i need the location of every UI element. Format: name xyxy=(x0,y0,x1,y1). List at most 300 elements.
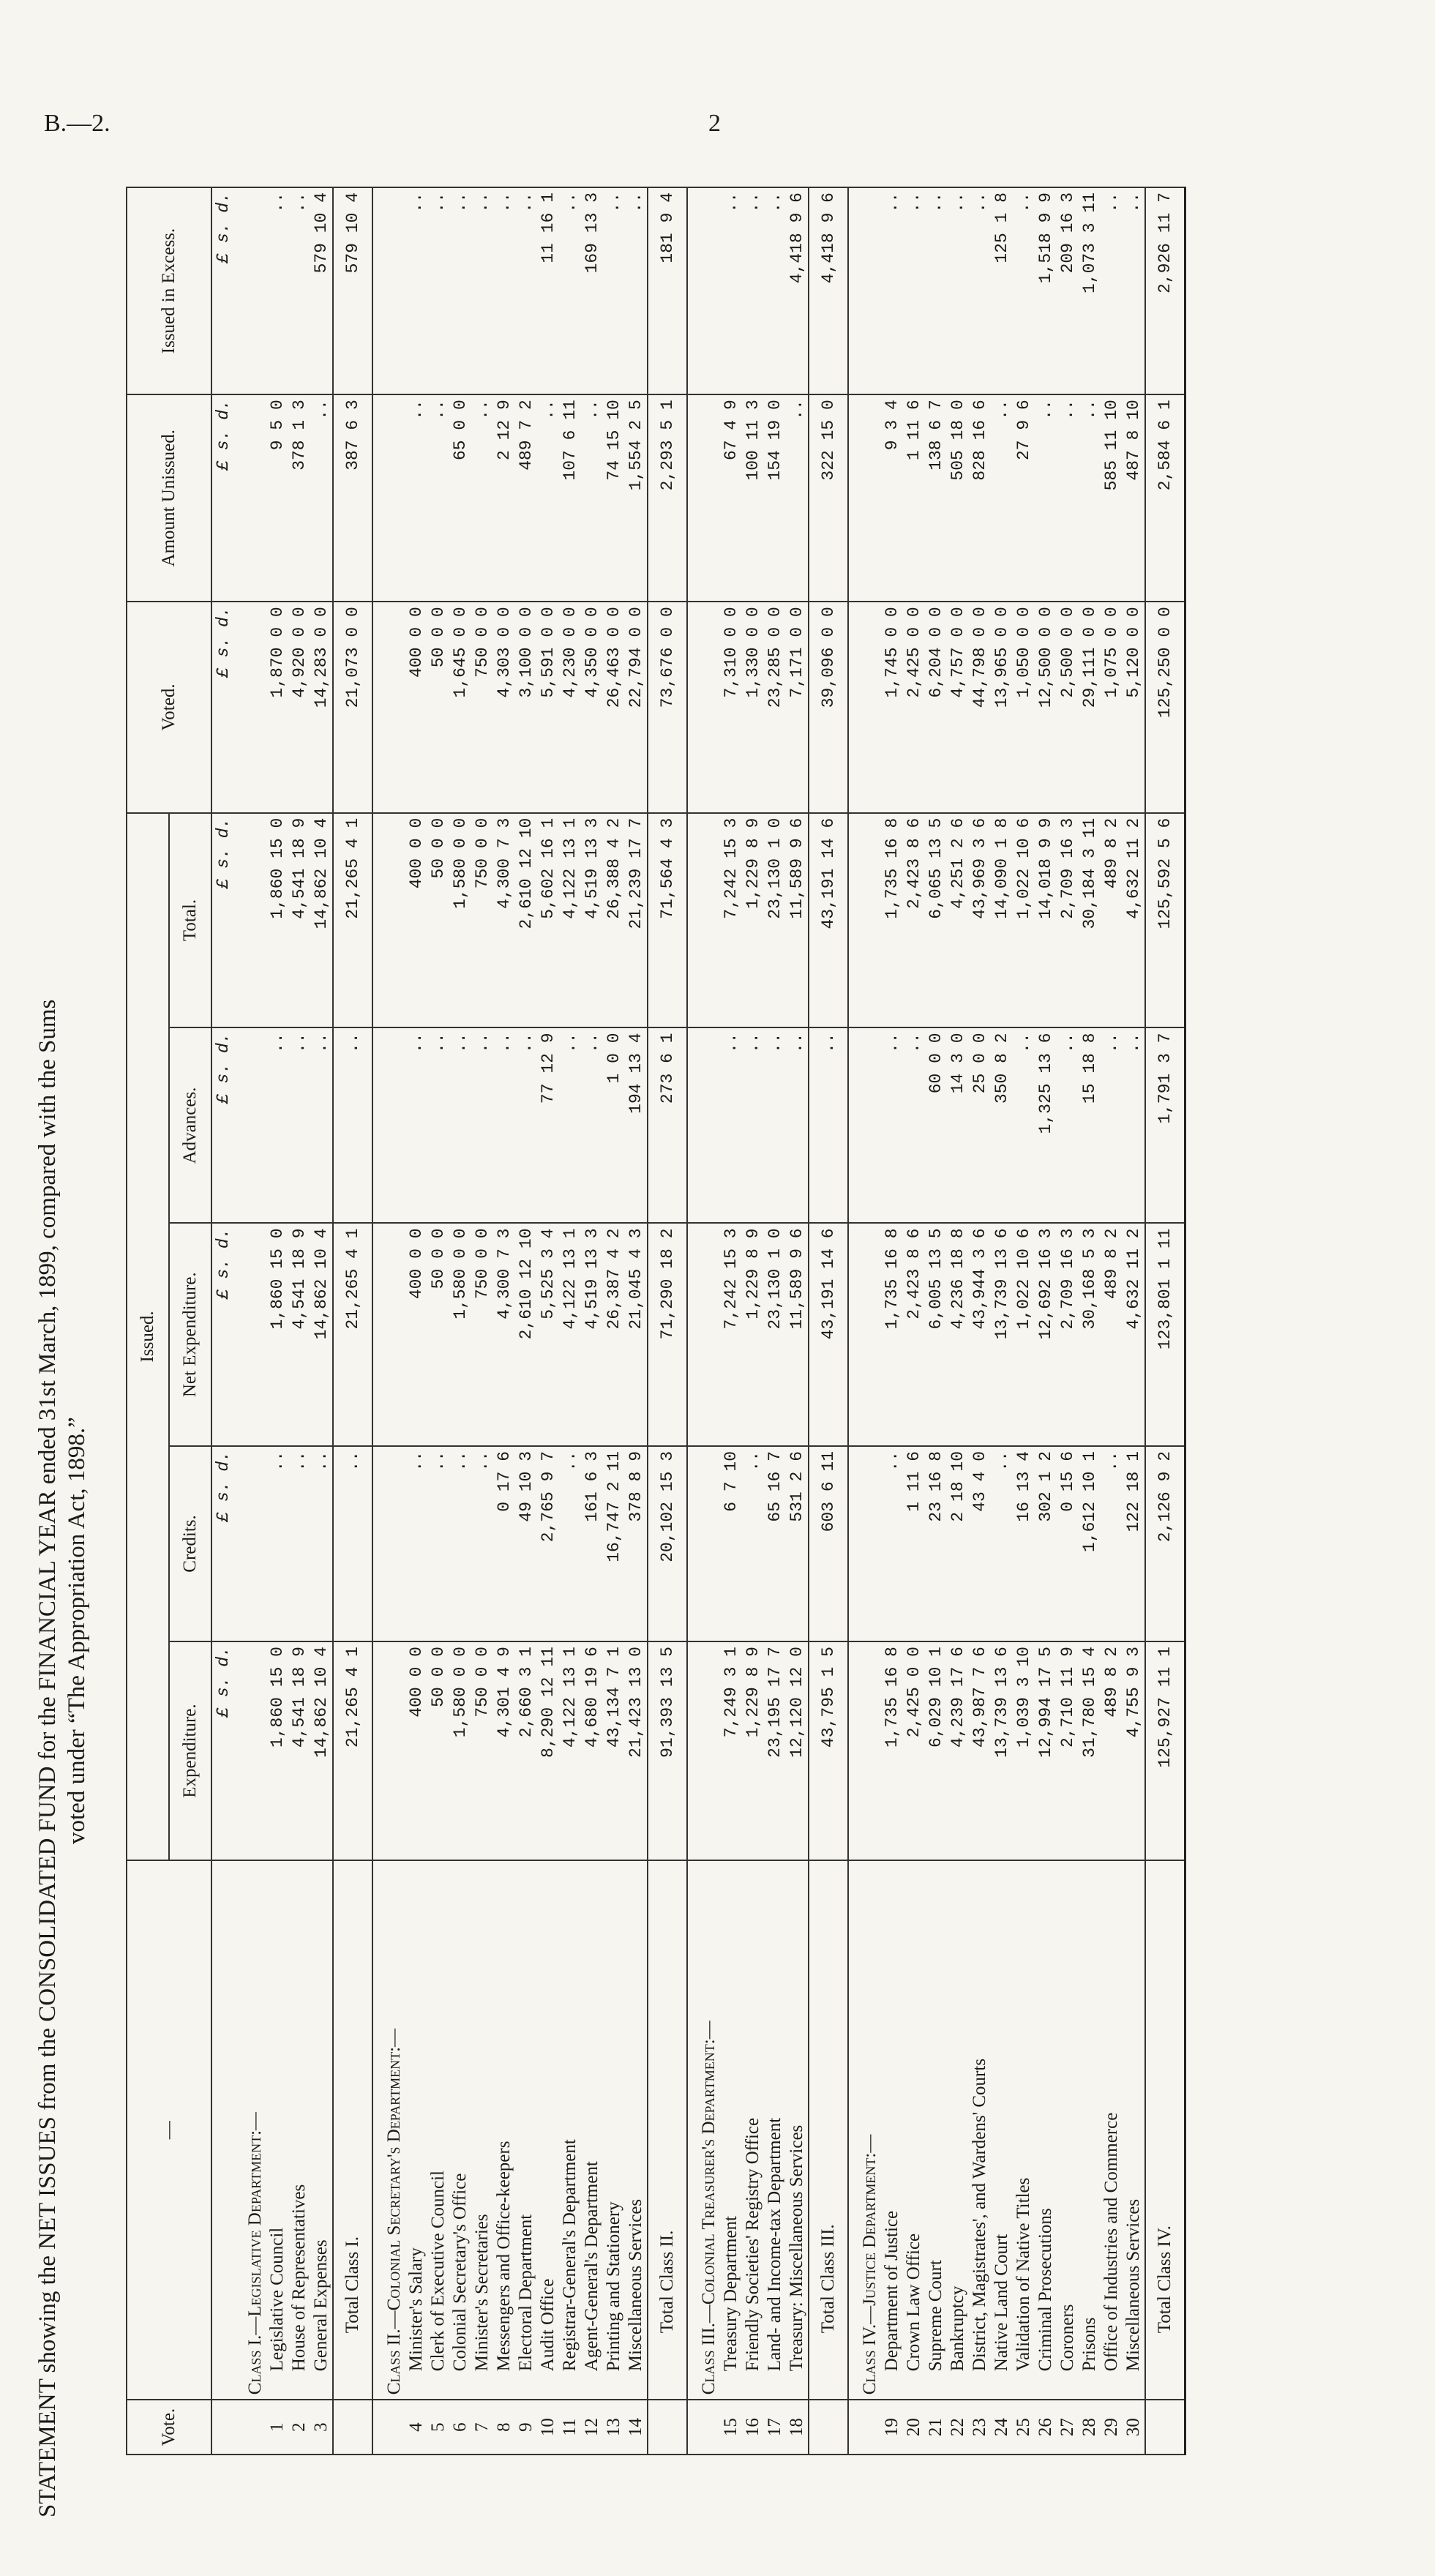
cell-total: 1,022 10 6 xyxy=(1013,813,1035,1028)
cell-excess: .. xyxy=(1123,187,1145,394)
cell-voted: 14,283 0 0 xyxy=(310,602,333,812)
cell-net-expenditure: 750 0 0 xyxy=(471,1224,493,1446)
cell-total: 4,122 13 1 xyxy=(559,813,581,1028)
cell-unissued: .. xyxy=(427,394,449,602)
vote-number: 24 xyxy=(991,2400,1013,2455)
cell-unissued: 489 7 2 xyxy=(515,394,537,602)
class-heading: Class I.—Legislative Department:— xyxy=(234,1860,266,2400)
table-row xyxy=(493,187,515,2455)
cell-total: 750 0 0 xyxy=(471,813,493,1028)
table-row xyxy=(1035,187,1057,2455)
cell-credits: .. xyxy=(266,1446,288,1641)
item-name: Coroners xyxy=(1057,1860,1079,2400)
empty-cell xyxy=(372,813,405,1028)
cell-expenditure: 43,987 7 6 xyxy=(969,1641,991,1860)
table-row xyxy=(969,187,991,2455)
cell-total: 14,862 10 4 xyxy=(310,813,333,1028)
units-voted: £ s. d. xyxy=(211,602,234,812)
empty-cell xyxy=(372,187,405,394)
table-row xyxy=(1101,187,1123,2455)
cell-net-expenditure: 2,610 12 10 xyxy=(515,1224,537,1446)
cell-advances: .. xyxy=(1123,1027,1145,1223)
cell-total: 26,388 4 2 xyxy=(603,813,625,1028)
cell-expenditure: 6,029 10 1 xyxy=(925,1641,947,1860)
cell-excess: .. xyxy=(1013,187,1035,394)
total-credits: 2,126 9 2 xyxy=(1145,1446,1185,1641)
cell-voted: 4,757 0 0 xyxy=(947,602,969,812)
total-label: Total Class III. xyxy=(809,1860,848,2400)
header-voted: Voted. xyxy=(127,602,211,812)
vote-number: 14 xyxy=(625,2400,648,2455)
cell-total: 4,519 13 3 xyxy=(581,813,603,1028)
empty-cell xyxy=(687,813,720,1028)
empty-cell xyxy=(234,602,266,812)
cell-advances: 1 0 0 xyxy=(603,1027,625,1223)
cell-net-expenditure: 50 0 0 xyxy=(427,1224,449,1446)
cell-total: 4,632 11 2 xyxy=(1123,813,1145,1028)
cell-expenditure: 489 8 2 xyxy=(1101,1641,1123,1860)
cell-excess: .. xyxy=(1101,187,1123,394)
cell-advances: 14 3 0 xyxy=(947,1027,969,1223)
cell-expenditure: 12,120 12 0 xyxy=(786,1641,809,1860)
cell-excess: .. xyxy=(288,187,310,394)
vote-cell xyxy=(234,2400,266,2455)
cell-expenditure: 21,423 13 0 xyxy=(625,1641,648,1860)
cell-unissued: 138 6 7 xyxy=(925,394,947,602)
empty-cell xyxy=(687,1446,720,1641)
cell-total: 43,969 3 6 xyxy=(969,813,991,1028)
empty-cell xyxy=(234,1027,266,1223)
cell-total: 4,300 7 3 xyxy=(493,813,515,1028)
vote-number: 22 xyxy=(947,2400,969,2455)
cell-voted: 12,500 0 0 xyxy=(1035,602,1057,812)
total-voted: 39,096 0 0 xyxy=(809,602,848,812)
cell-advances: 15 18 8 xyxy=(1079,1027,1101,1223)
table-row xyxy=(581,187,603,2455)
cell-credits: 43 4 0 xyxy=(969,1446,991,1641)
cell-advances: .. xyxy=(266,1027,288,1223)
empty-cell xyxy=(372,394,405,602)
cell-total: 4,251 2 6 xyxy=(947,813,969,1028)
cell-voted: 2,425 0 0 xyxy=(903,602,925,812)
item-name: Clerk of Executive Council xyxy=(427,1860,449,2400)
header-issued: Issued. xyxy=(127,813,169,1860)
header-vote: Vote. xyxy=(127,2400,211,2455)
cell-total: 23,130 1 0 xyxy=(764,813,786,1028)
cell-net-expenditure: 1,860 15 0 xyxy=(266,1224,288,1446)
total-excess: 4,418 9 6 xyxy=(809,187,848,394)
cell-excess: .. xyxy=(903,187,925,394)
cell-credits: 302 1 2 xyxy=(1035,1446,1057,1641)
class-total-row xyxy=(1145,187,1185,2455)
cell-advances: .. xyxy=(288,1027,310,1223)
cell-net-expenditure: 7,242 15 3 xyxy=(720,1224,742,1446)
vote-number: 26 xyxy=(1035,2400,1057,2455)
cell-advances: .. xyxy=(310,1027,333,1223)
cell-unissued: 828 16 6 xyxy=(969,394,991,602)
cell-total: 5,602 16 1 xyxy=(537,813,559,1028)
cell-advances: .. xyxy=(742,1027,764,1223)
empty-cell xyxy=(234,187,266,394)
table-row xyxy=(559,187,581,2455)
cell-credits: .. xyxy=(881,1446,903,1641)
item-name: Audit Office xyxy=(537,1860,559,2400)
item-name: Legislative Council xyxy=(266,1860,288,2400)
empty-cell xyxy=(234,1641,266,1860)
total-net-expenditure: 71,290 18 2 xyxy=(648,1224,687,1446)
item-name: Friendly Societies' Registry Office xyxy=(742,1860,764,2400)
total-excess: 181 9 4 xyxy=(648,187,687,394)
cell-advances: .. xyxy=(493,1027,515,1223)
cell-voted: 29,111 0 0 xyxy=(1079,602,1101,812)
total-expenditure: 43,795 1 5 xyxy=(809,1641,848,1860)
cell-advances: 194 13 4 xyxy=(625,1027,648,1223)
cell-net-expenditure: 2,423 8 6 xyxy=(903,1224,925,1446)
class-total-row xyxy=(333,187,372,2455)
cell-excess: 125 1 8 xyxy=(991,187,1013,394)
cell-voted: 7,171 0 0 xyxy=(786,602,809,812)
total-label: Total Class II. xyxy=(648,1860,687,2400)
empty-cell xyxy=(848,602,881,812)
item-name: Validation of Native Titles xyxy=(1013,1860,1035,2400)
cell-credits: .. xyxy=(742,1446,764,1641)
cell-credits: 16 13 4 xyxy=(1013,1446,1035,1641)
header-credits: Credits. xyxy=(169,1446,211,1641)
vote-number: 17 xyxy=(764,2400,786,2455)
total-unissued: 2,293 5 1 xyxy=(648,394,687,602)
cell-total: 7,242 15 3 xyxy=(720,813,742,1028)
vote-number: 25 xyxy=(1013,2400,1035,2455)
cell-voted: 5,120 0 0 xyxy=(1123,602,1145,812)
table-row xyxy=(764,187,786,2455)
item-name: Messengers and Office-keepers xyxy=(493,1860,515,2400)
cell-unissued: .. xyxy=(405,394,427,602)
cell-unissued: .. xyxy=(1079,394,1101,602)
cell-unissued: 27 9 6 xyxy=(1013,394,1035,602)
cell-expenditure: 2,425 0 0 xyxy=(903,1641,925,1860)
table-row xyxy=(903,187,925,2455)
units-advances: £ s. d. xyxy=(211,1027,234,1223)
cell-credits: .. xyxy=(405,1446,427,1641)
cell-expenditure: 4,541 18 9 xyxy=(288,1641,310,1860)
header-amount-unissued: Amount Unissued. xyxy=(127,394,211,602)
cell-credits: 6 7 10 xyxy=(720,1446,742,1641)
total-unissued: 387 6 3 xyxy=(333,394,372,602)
appropriation-table xyxy=(126,187,1388,2455)
header-net-expenditure: Net Expenditure. xyxy=(169,1224,211,1446)
cell-expenditure: 400 0 0 xyxy=(405,1641,427,1860)
units-credits: £ s. d. xyxy=(211,1446,234,1641)
cell-advances: .. xyxy=(515,1027,537,1223)
cell-expenditure: 1,860 15 0 xyxy=(266,1641,288,1860)
table-row xyxy=(405,187,427,2455)
cell-expenditure: 13,739 13 6 xyxy=(991,1641,1013,1860)
cell-credits: 0 17 6 xyxy=(493,1446,515,1641)
cell-total: 400 0 0 xyxy=(405,813,427,1028)
total-advances: .. xyxy=(333,1027,372,1223)
cell-voted: 1,870 0 0 xyxy=(266,602,288,812)
cell-expenditure: 1,735 16 8 xyxy=(881,1641,903,1860)
empty-cell xyxy=(372,1027,405,1223)
cell-expenditure: 8,290 12 11 xyxy=(537,1641,559,1860)
class-total-row xyxy=(809,187,848,2455)
cell-excess: 4,418 9 6 xyxy=(786,187,809,394)
vote-number: 6 xyxy=(449,2400,471,2455)
vote-number: 28 xyxy=(1079,2400,1101,2455)
cell-advances: .. xyxy=(405,1027,427,1223)
cell-expenditure: 4,122 13 1 xyxy=(559,1641,581,1860)
cell-credits: .. xyxy=(427,1446,449,1641)
vote-number: 1 xyxy=(266,2400,288,2455)
item-name: Prisons xyxy=(1079,1860,1101,2400)
cell-advances: .. xyxy=(1101,1027,1123,1223)
cell-expenditure: 4,755 9 3 xyxy=(1123,1641,1145,1860)
cell-credits: 65 16 7 xyxy=(764,1446,786,1641)
cell-credits: 49 10 3 xyxy=(515,1446,537,1641)
cell-total: 1,860 15 0 xyxy=(266,813,288,1028)
item-name: Treasury Department xyxy=(720,1860,742,2400)
cell-unissued: 487 8 10 xyxy=(1123,394,1145,602)
cell-net-expenditure: 12,692 16 3 xyxy=(1035,1224,1057,1446)
vote-number: 19 xyxy=(881,2400,903,2455)
total-total: 21,265 4 1 xyxy=(333,813,372,1028)
vote-number: 16 xyxy=(742,2400,764,2455)
total-total: 71,564 4 3 xyxy=(648,813,687,1028)
item-name: Office of Industries and Commerce xyxy=(1101,1860,1123,2400)
cell-total: 14,090 1 8 xyxy=(991,813,1013,1028)
empty-cell xyxy=(848,1446,881,1641)
vote-number: 2 xyxy=(288,2400,310,2455)
total-voted: 125,250 0 0 xyxy=(1145,602,1185,812)
vote-number: 27 xyxy=(1057,2400,1079,2455)
cell-expenditure: 4,301 4 9 xyxy=(493,1641,515,1860)
empty-cell xyxy=(848,394,881,602)
vote-number: 30 xyxy=(1123,2400,1145,2455)
cell-net-expenditure: 11,589 9 6 xyxy=(786,1224,809,1446)
cell-credits: 2,765 9 7 xyxy=(537,1446,559,1641)
cell-net-expenditure: 43,944 3 6 xyxy=(969,1224,991,1446)
vote-number: 7 xyxy=(471,2400,493,2455)
cell-net-expenditure: 23,130 1 0 xyxy=(764,1224,786,1446)
total-net-expenditure: 21,265 4 1 xyxy=(333,1224,372,1446)
cell-excess: 169 13 3 xyxy=(581,187,603,394)
cell-excess: .. xyxy=(405,187,427,394)
table-row xyxy=(925,187,947,2455)
cell-net-expenditure: 13,739 13 6 xyxy=(991,1224,1013,1446)
table-row xyxy=(720,187,742,2455)
item-name: Miscellaneous Services xyxy=(625,1860,648,2400)
cell-unissued: 378 1 3 xyxy=(288,394,310,602)
table-row xyxy=(427,187,449,2455)
cell-voted: 1,050 0 0 xyxy=(1013,602,1035,812)
table-row xyxy=(515,187,537,2455)
cell-expenditure: 43,134 7 1 xyxy=(603,1641,625,1860)
cell-unissued: 65 0 0 xyxy=(449,394,471,602)
cell-total: 2,709 16 3 xyxy=(1057,813,1079,1028)
vote-cell xyxy=(848,2400,881,2455)
table-row xyxy=(266,187,288,2455)
cell-net-expenditure: 1,022 10 6 xyxy=(1013,1224,1035,1446)
table-row xyxy=(947,187,969,2455)
empty-cell xyxy=(848,1027,881,1223)
cell-expenditure: 2,710 11 9 xyxy=(1057,1641,1079,1860)
cell-voted: 50 0 0 xyxy=(427,602,449,812)
vote-cell xyxy=(648,2400,687,2455)
cell-excess: .. xyxy=(493,187,515,394)
cell-unissued: .. xyxy=(1035,394,1057,602)
total-excess: 2,926 11 7 xyxy=(1145,187,1185,394)
total-advances: .. xyxy=(809,1027,848,1223)
cell-advances: .. xyxy=(786,1027,809,1223)
cell-total: 1,580 0 0 xyxy=(449,813,471,1028)
cell-unissued: 74 15 10 xyxy=(603,394,625,602)
total-advances: 273 6 1 xyxy=(648,1027,687,1223)
cell-voted: 2,500 0 0 xyxy=(1057,602,1079,812)
vote-number: 13 xyxy=(603,2400,625,2455)
cell-expenditure: 12,994 17 5 xyxy=(1035,1641,1057,1860)
cell-unissued: 9 3 4 xyxy=(881,394,903,602)
cell-excess: .. xyxy=(625,187,648,394)
empty-cell xyxy=(848,1641,881,1860)
cell-voted: 4,350 0 0 xyxy=(581,602,603,812)
cell-credits: 16,747 2 11 xyxy=(603,1446,625,1641)
cell-excess: 1,073 3 11 xyxy=(1079,187,1101,394)
cell-unissued: 1 11 6 xyxy=(903,394,925,602)
cell-total: 2,423 8 6 xyxy=(903,813,925,1028)
vote-number: 20 xyxy=(903,2400,925,2455)
class-heading: Class IV.—Justice Department:— xyxy=(848,1860,881,2400)
cell-net-expenditure: 4,519 13 3 xyxy=(581,1224,603,1446)
vote-number: 21 xyxy=(925,2400,947,2455)
total-unissued: 2,584 6 1 xyxy=(1145,394,1185,602)
cell-advances: 77 12 9 xyxy=(537,1027,559,1223)
total-credits: 603 6 11 xyxy=(809,1446,848,1641)
cell-voted: 750 0 0 xyxy=(471,602,493,812)
cell-unissued: .. xyxy=(786,394,809,602)
item-name: Bankruptcy xyxy=(947,1860,969,2400)
statement-title xyxy=(33,139,91,2517)
table-row xyxy=(310,187,333,2455)
total-expenditure: 125,927 11 1 xyxy=(1145,1641,1185,1860)
cell-excess: .. xyxy=(720,187,742,394)
cell-net-expenditure: 30,168 5 3 xyxy=(1079,1224,1101,1446)
item-name: Native Land Court xyxy=(991,1860,1013,2400)
cell-advances: .. xyxy=(881,1027,903,1223)
item-name: General Expenses xyxy=(310,1860,333,2400)
table-row xyxy=(1013,187,1035,2455)
empty-cell xyxy=(687,1224,720,1446)
vote-number: 15 xyxy=(720,2400,742,2455)
cell-net-expenditure: 4,122 13 1 xyxy=(559,1224,581,1446)
cell-credits: 2 18 10 xyxy=(947,1446,969,1641)
item-name: Agent-General's Department xyxy=(581,1860,603,2400)
item-name: House of Representatives xyxy=(288,1860,310,2400)
cell-credits: .. xyxy=(288,1446,310,1641)
cell-excess: 209 16 3 xyxy=(1057,187,1079,394)
total-credits: 20,102 15 3 xyxy=(648,1446,687,1641)
class-heading: Class III.—Colonial Treasurer's Department:— xyxy=(687,1860,720,2400)
cell-total: 1,735 16 8 xyxy=(881,813,903,1028)
item-name: Colonial Secretary's Office xyxy=(449,1860,471,2400)
cell-advances: .. xyxy=(471,1027,493,1223)
cell-expenditure: 23,195 17 7 xyxy=(764,1641,786,1860)
cell-total: 14,018 9 9 xyxy=(1035,813,1057,1028)
cell-total: 4,541 18 9 xyxy=(288,813,310,1028)
vote-cell xyxy=(687,2400,720,2455)
cell-credits: .. xyxy=(310,1446,333,1641)
cell-excess: .. xyxy=(925,187,947,394)
cell-advances: .. xyxy=(559,1027,581,1223)
empty-cell xyxy=(234,1224,266,1446)
cell-total: 50 0 0 xyxy=(427,813,449,1028)
header-advances: Advances. xyxy=(169,1027,211,1223)
cell-credits: 1 11 6 xyxy=(903,1446,925,1641)
cell-voted: 13,965 0 0 xyxy=(991,602,1013,812)
empty-cell xyxy=(687,394,720,602)
units-unissued: £ s. d. xyxy=(211,394,234,602)
table-row xyxy=(288,187,310,2455)
cell-total: 6,065 13 5 xyxy=(925,813,947,1028)
cell-voted: 1,330 0 0 xyxy=(742,602,764,812)
cell-unissued: .. xyxy=(581,394,603,602)
cell-credits: .. xyxy=(449,1446,471,1641)
cell-unissued: 107 6 11 xyxy=(559,394,581,602)
empty-cell xyxy=(687,1027,720,1223)
cell-unissued: 505 18 0 xyxy=(947,394,969,602)
cell-excess: .. xyxy=(947,187,969,394)
cell-unissued: 2 12 9 xyxy=(493,394,515,602)
empty-cell xyxy=(234,394,266,602)
cell-expenditure: 4,680 19 6 xyxy=(581,1641,603,1860)
units-label-cell xyxy=(211,1860,234,2400)
item-name: Department of Justice xyxy=(881,1860,903,2400)
empty-cell xyxy=(234,1446,266,1641)
cell-unissued: 9 5 0 xyxy=(266,394,288,602)
empty-cell xyxy=(687,1641,720,1860)
cell-expenditure: 2,660 3 1 xyxy=(515,1641,537,1860)
cell-voted: 4,920 0 0 xyxy=(288,602,310,812)
cell-total: 2,610 12 10 xyxy=(515,813,537,1028)
cell-excess: .. xyxy=(742,187,764,394)
cell-net-expenditure: 21,045 4 3 xyxy=(625,1224,648,1446)
cell-expenditure: 1,039 3 10 xyxy=(1013,1641,1035,1860)
cell-total: 30,184 3 11 xyxy=(1079,813,1101,1028)
total-expenditure: 91,393 13 5 xyxy=(648,1641,687,1860)
empty-cell xyxy=(372,602,405,812)
cell-advances: .. xyxy=(903,1027,925,1223)
table-row xyxy=(1057,187,1079,2455)
cell-expenditure: 1,229 8 9 xyxy=(742,1641,764,1860)
cell-expenditure: 50 0 0 xyxy=(427,1641,449,1860)
cell-net-expenditure: 4,632 11 2 xyxy=(1123,1224,1145,1446)
cell-unissued: .. xyxy=(1057,394,1079,602)
cell-net-expenditure: 489 8 2 xyxy=(1101,1224,1123,1446)
empty-cell xyxy=(372,1224,405,1446)
cell-advances: 1,325 13 6 xyxy=(1035,1027,1057,1223)
cell-credits: 378 8 9 xyxy=(625,1446,648,1641)
cell-excess: .. xyxy=(559,187,581,394)
cell-voted: 4,303 0 0 xyxy=(493,602,515,812)
cell-advances: .. xyxy=(720,1027,742,1223)
vote-cell xyxy=(372,2400,405,2455)
cell-expenditure: 14,862 10 4 xyxy=(310,1641,333,1860)
cell-credits: 161 6 3 xyxy=(581,1446,603,1641)
header-blank: — xyxy=(127,1860,211,2400)
header-total: Total. xyxy=(169,813,211,1028)
cell-advances: 350 8 2 xyxy=(991,1027,1013,1223)
cell-advances: .. xyxy=(764,1027,786,1223)
units-vote-cell xyxy=(211,2400,234,2455)
